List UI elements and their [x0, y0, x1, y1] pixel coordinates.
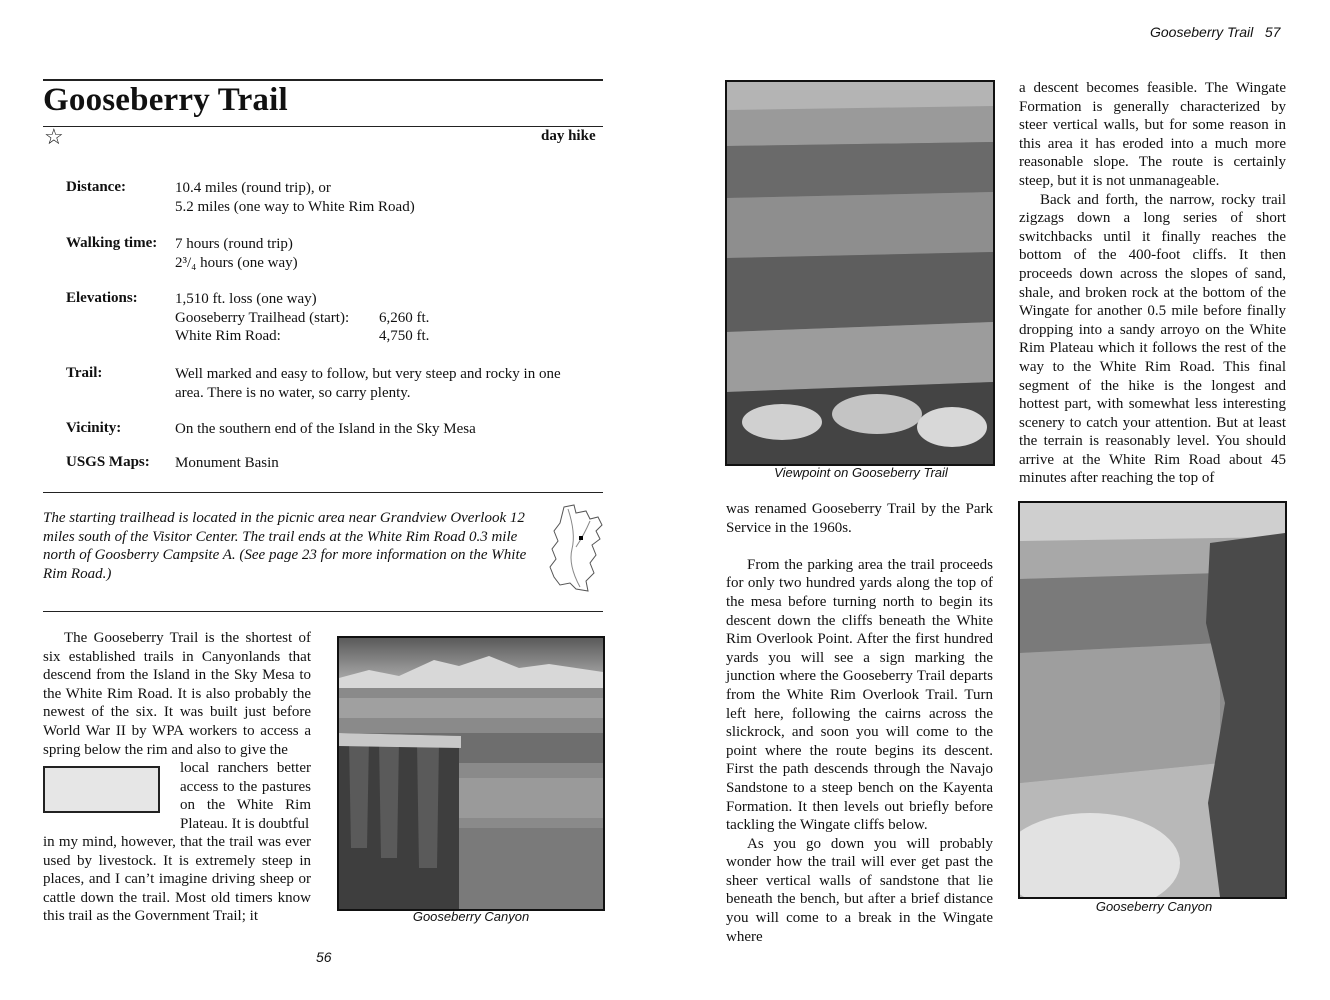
elevation-start-name: Gooseberry Trailhead (start): — [175, 309, 350, 326]
trailhead-directions: The starting trailhead is located in the picnic area near Grandview Overlook 12 miles south of the Visitor Center. The trail ends at the White Rim Road 0.3 mile north of Goosberry Campsite A. (See page 23 for more information on the White Rim Road.) — [43, 510, 527, 582]
body-text-side: local ranchers better access to the pastures on the White Rim Plateau. It is doubtful — [180, 760, 311, 832]
elevation-end-value: 4,750 ft. — [379, 328, 430, 345]
trail-value: Well marked and easy to follow, but very steep and rocky in one area. There is no water, so carry plenty. — [175, 366, 561, 401]
title-top-rule — [43, 79, 603, 81]
star-rating-icon: ☆ — [44, 124, 64, 149]
vicinity-label: Vicinity: — [66, 420, 122, 436]
mid-paragraph-1: was renamed Gooseberry Trail by the Park Service in the 1960s. — [726, 501, 993, 536]
page-number-left: 56 — [316, 949, 332, 965]
right-paragraph-1: a descent becomes feasible. The Wingate Formation is generally characterized by steer vertical walls, but for some reason in this area it has eroded into a much more reasonable slope. The route is certainly steep, but it is not unmanageable. — [1019, 80, 1286, 189]
photo-viewpoint — [725, 80, 995, 466]
elevation-loss: 1,510 ft. loss (one way) — [175, 291, 317, 307]
elevations-label: Elevations: — [66, 290, 138, 306]
mid-paragraph-3: As you go down you will probably wonder how the trail will ever get past the sheer vertical walls of sandstone that lie beneath the bench, but after a brief distance you will come to a break in the Wingate where — [726, 835, 993, 945]
distance-value — [175, 179, 580, 216]
canyon-photo-illustration — [339, 638, 603, 909]
walking-line-2: 2³/₄ hours (one way) — [175, 254, 298, 271]
usgs-maps-label: USGS Maps: — [66, 454, 150, 470]
viewpoint-photo-illustration — [727, 82, 993, 464]
hike-type-label: day hike — [541, 128, 596, 144]
distance-line-2: 5.2 miles (one way to White Rim Road) — [175, 198, 415, 215]
canyon-right-photo-illustration — [1020, 503, 1285, 897]
trail-label: Trail: — [66, 365, 103, 381]
directions-top-rule — [43, 492, 603, 493]
elevation-start-row — [175, 309, 580, 328]
directions-bottom-rule — [43, 611, 603, 612]
locator-map-icon — [546, 503, 606, 595]
elevation-end-name: White Rim Road: — [175, 328, 281, 345]
walking-line-1: 7 hours (round trip) — [175, 236, 293, 252]
body-text-intro: The Gooseberry Trail is the shortest of six established trails in Canyonlands that descend from the Island in the Sky Mesa to the White Rim Road. It is also probably the newest of the six. It was built just before World War II by WPA workers to access a spring below the rim and also to give the — [43, 630, 311, 758]
elevations-value — [175, 290, 580, 346]
mid-paragraph-2: From the parking area the trail proceeds for only two hundred yards along the top of the mesa before turning north to begin its descent down the cliffs beneath the White Rim Overlook Point. After the first hundred yards you will see a sign marking the junction where the Gooseberry Trail departs from the White Rim Overlook Trail. Turn left here, following the cairns across the slickrock, and soon you will come to the point where the route begins its descent. First the path descends through the Navajo Sandstone to a steep bench on the Kayenta Formation. It then levels out briefly before tackling the Wingate cliffs below. — [726, 556, 993, 834]
walking-time-value — [175, 235, 580, 272]
walking-time-label: Walking time: — [66, 235, 158, 251]
body-text-continued: in my mind, however, that the trail was ever used by livestock. It is extremely steep in places, and I can’t imagine driving sheep or cattle down the trail. Most old timers know this trail as the Government Trail; it — [43, 834, 311, 925]
elevation-end-row — [175, 327, 580, 346]
distance-line-1: 10.4 miles (round trip), or — [175, 180, 331, 196]
photo-gooseberry-canyon-right — [1018, 501, 1287, 899]
caption-gooseberry-canyon-left: Gooseberry Canyon — [412, 909, 530, 924]
photo-gooseberry-canyon-left — [337, 636, 605, 911]
page-title: Gooseberry Trail — [43, 82, 288, 118]
distance-label: Distance: — [66, 179, 126, 195]
gray-inset-box — [43, 766, 160, 813]
caption-gooseberry-canyon-right: Gooseberry Canyon — [1095, 899, 1213, 914]
body-paragraph-continued — [43, 833, 311, 926]
elevation-start-value: 6,260 ft. — [379, 309, 430, 326]
right-paragraph-2: Back and forth, the narrow, rocky trail zigzags down a long series of short switchbacks until it finally reaches the bottom of the 400-foot cliffs. It then proceeds down across the slopes of sand, shale, and broken rock at the bottom of the Wingate for another 0.5 mile before finally dropping into a sandy arroyo on the White Rim Plateau which it follows the rest of the way to the White Rim Road. This final segment of the hike is the longest and hottest part, with somewhat less interesting scenery to catch your attention. But at least the terrain is reasonably level. You should arrive at the White Rim Road about 45 minutes after reaching the top of — [1019, 191, 1286, 487]
body-column-right — [1019, 79, 1286, 488]
vicinity-value: On the southern end of the Island in the Sky Mesa — [175, 421, 476, 437]
running-head: Gooseberry Trail 57 — [1150, 24, 1281, 40]
caption-viewpoint: Viewpoint on Gooseberry Trail — [774, 465, 948, 480]
usgs-maps-value: Monument Basin — [175, 455, 279, 471]
title-bottom-rule — [43, 126, 603, 127]
body-paragraph-side — [180, 759, 311, 833]
body-paragraph-intro — [43, 629, 311, 759]
body-column-middle — [726, 500, 993, 946]
